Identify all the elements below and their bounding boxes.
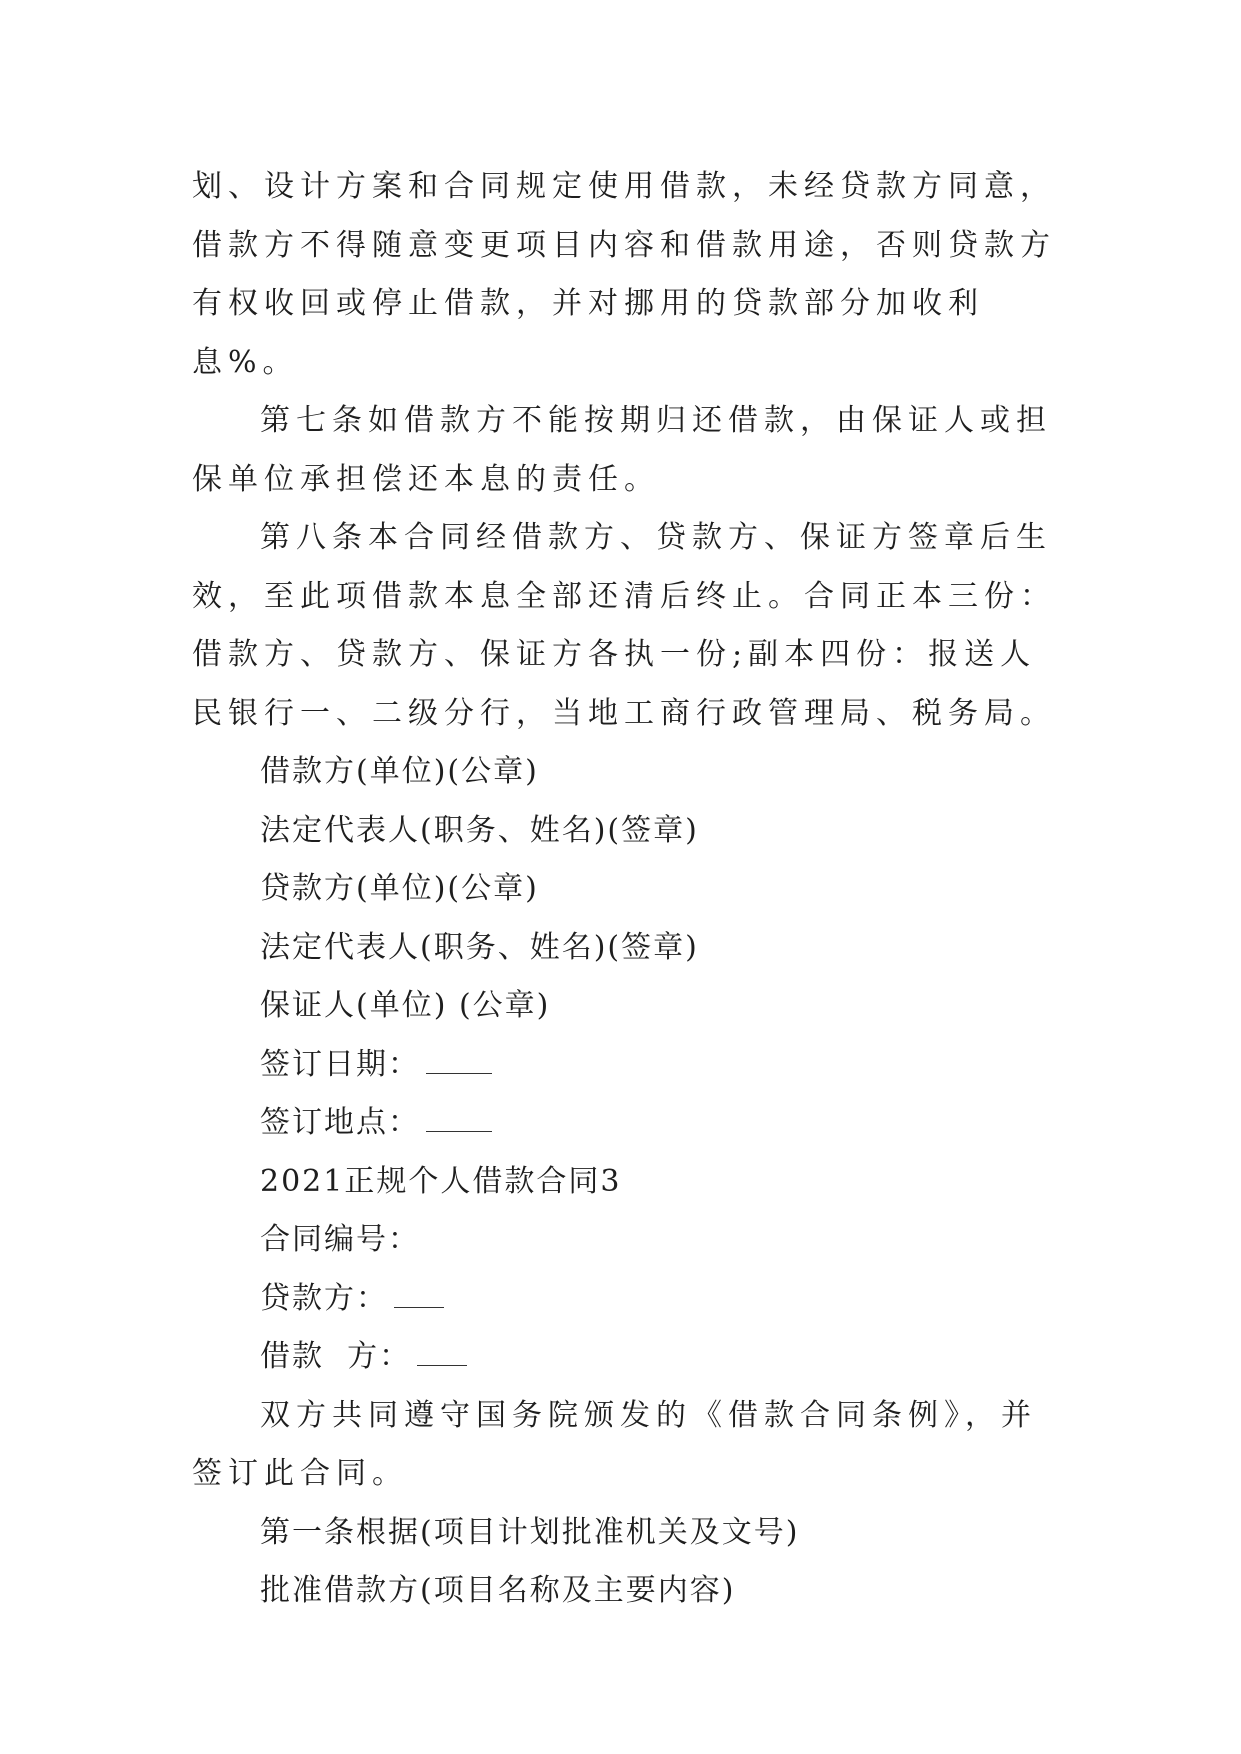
- lender-line: [192, 1270, 1072, 1329]
- approve-borrower-line: 批准借款方(项目名称及主要内容): [260, 1573, 736, 1608]
- paragraph-article-7: 第七条如借款方不能按期归还借款，由保证人或担保单位承担偿还本息的责任。: [192, 403, 1052, 497]
- contract-number-label: 合同编号：: [260, 1222, 420, 1257]
- document-page: [192, 158, 1072, 1621]
- sign-place-blank: [426, 1101, 492, 1132]
- sign-date-blank: [426, 1043, 492, 1074]
- borrower-label: 借款 方：: [260, 1339, 412, 1374]
- signature-guarantor: 保证人(单位) (公章): [260, 988, 551, 1023]
- signature-borrower: 借款方(单位)(公章): [260, 754, 539, 789]
- lender-label: 贷款方：: [260, 1280, 388, 1316]
- sign-date-line: [192, 1036, 1072, 1095]
- sign-place-line: [192, 1094, 1072, 1153]
- paragraph-article-6-continued: 划、设计方案和合同规定使用借款，未经贷款方同意，借款方不得随意变更项目内容和借款用途，否则贷款方有权收回或停止借款，并对挪用的贷款部分加收利息%。: [192, 169, 1056, 380]
- signature-lender: 贷款方(单位)(公章): [260, 871, 539, 906]
- signature-lender-representative: 法定代表人(职务、姓名)(签章): [260, 929, 699, 965]
- sign-place-label: 签订地点：: [260, 1105, 420, 1140]
- paragraph-article-8: 第八条本合同经借款方、贷款方、保证方签章后生效，至此项借款本息全部还清后终止。合同正本三份：借款方、贷款方、保证方各执一份;副本四份：报送人民银行一、二级分行，当地工商行政管理局、税务局。: [192, 520, 1056, 731]
- borrower-blank: [417, 1335, 467, 1366]
- sign-date-label: 签订日期：: [260, 1046, 420, 1082]
- lender-blank: [394, 1277, 444, 1308]
- signature-borrower-representative: 法定代表人(职务、姓名)(签章): [260, 812, 699, 848]
- paragraph-intro: 双方共同遵守国务院颁发的《借款合同条例》，并签订此合同。: [192, 1397, 1037, 1491]
- borrower-line: [192, 1328, 1072, 1387]
- article-1-basis: 第一条根据(项目计划批准机关及文号): [260, 1514, 800, 1550]
- contract-3-title: 2021正规个人借款合同3: [260, 1163, 622, 1199]
